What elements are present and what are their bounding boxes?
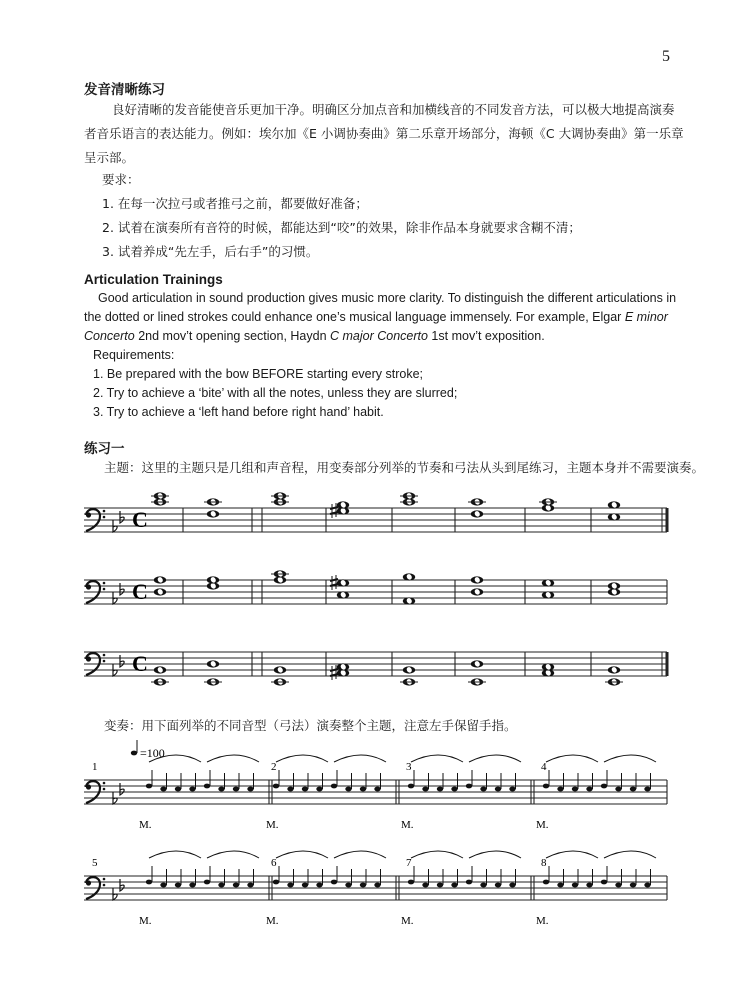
bass-clef-dot: [103, 782, 106, 785]
eighth-note-head: [175, 787, 181, 792]
whole-note: [337, 501, 349, 509]
eighth-note-head: [273, 784, 279, 789]
eighth-note-head: [644, 787, 650, 792]
zh-requirement-1: 1. 在每一次拉弓或者推弓之前，都要做好准备；: [102, 196, 368, 211]
bass-clef-dot-head: [86, 512, 91, 517]
bass-clef-dot-head: [86, 584, 91, 589]
sharp-sign: [330, 575, 338, 590]
whole-note: [471, 576, 483, 584]
eighth-note-head: [218, 883, 224, 888]
flat-sign: [120, 783, 124, 795]
eighth-note-head: [466, 784, 472, 789]
eighth-note-head: [408, 880, 414, 885]
eighth-note-head: [273, 880, 279, 885]
haydn-title: C major Concerto: [330, 329, 428, 343]
slur: [604, 851, 656, 858]
variation-staves: [84, 755, 667, 927]
eighth-note-head: [345, 883, 351, 888]
eighth-note-head: [316, 787, 322, 792]
eighth-note-head: [160, 787, 166, 792]
sharp-sign: [330, 665, 338, 680]
slur: [469, 755, 521, 762]
eighth-note-head: [509, 787, 515, 792]
bass-clef-dot: [103, 884, 106, 887]
whole-note: [471, 510, 483, 518]
variation-number: 7: [406, 857, 412, 869]
whole-note: [207, 510, 219, 518]
eighth-note-head: [204, 880, 210, 885]
eighth-note-head: [287, 883, 293, 888]
time-signature: C: [132, 579, 148, 604]
articulation-mark: M.: [139, 915, 152, 927]
exercise-heading: 练习一: [84, 441, 125, 457]
bass-clef-dot: [103, 654, 106, 657]
eighth-note-head: [615, 787, 621, 792]
variation-number: 3: [406, 761, 412, 773]
eighth-note-head: [466, 880, 472, 885]
whole-note: [271, 678, 289, 686]
en-requirements-label: Requirements:: [93, 348, 175, 362]
eighth-note-head: [586, 883, 592, 888]
slur: [276, 851, 328, 858]
articulation-mark: M.: [401, 915, 414, 927]
whole-note: [207, 660, 219, 668]
eighth-note-head: [331, 784, 337, 789]
eighth-note-head: [630, 883, 636, 888]
eighth-note-head: [302, 883, 308, 888]
bass-clef-dot-head: [86, 784, 91, 789]
whole-note: [471, 588, 483, 596]
en-section-heading: Articulation Trainings: [84, 272, 223, 287]
whole-note: [400, 678, 418, 686]
bass-clef-dot-head: [86, 880, 91, 885]
variation-number: 6: [271, 857, 277, 869]
time-signature: C: [132, 507, 148, 532]
tempo-marking: =100: [140, 746, 165, 760]
eighth-note-head: [360, 787, 366, 792]
sharp-stroke: [330, 579, 338, 581]
whole-note: [207, 576, 219, 584]
eighth-note-head: [360, 883, 366, 888]
en-requirement-3: 3. Try to achieve a ‘left hand before right hand’ habit.: [93, 405, 384, 419]
flat-sign: [120, 879, 124, 891]
articulation-mark: M.: [401, 819, 414, 831]
eighth-note-head: [480, 883, 486, 888]
eighth-note-head: [543, 880, 549, 885]
bass-clef-dot: [103, 660, 106, 663]
eighth-note-head: [644, 883, 650, 888]
eighth-note-head: [437, 883, 443, 888]
tempo-quarter-note-head: [131, 751, 137, 756]
whole-note: [605, 678, 623, 686]
elgar-title: E minor Concerto: [84, 310, 668, 343]
bass-clef-dot: [103, 878, 106, 881]
whole-note: [608, 501, 620, 509]
en-requirement-2: 2. Try to achieve a ‘bite’ with all the notes, unless they are slurred;: [93, 386, 458, 400]
eighth-note-head: [175, 883, 181, 888]
eighth-note-head: [615, 883, 621, 888]
variation-number: 8: [541, 857, 547, 869]
articulation-mark: M.: [139, 819, 152, 831]
whole-note: [154, 588, 166, 596]
articulation-mark: M.: [536, 915, 549, 927]
eighth-note-head: [189, 883, 195, 888]
eighth-note-head: [422, 787, 428, 792]
slur: [334, 851, 386, 858]
eighth-note-head: [601, 784, 607, 789]
eighth-note-head: [557, 787, 563, 792]
eighth-note-head: [218, 787, 224, 792]
zh-requirement-3: 3. 试着养成“先左手，后右手”的习惯。: [102, 244, 319, 259]
eighth-note-head: [331, 880, 337, 885]
bass-clef-dot: [103, 510, 106, 513]
eighth-note-head: [451, 787, 457, 792]
whole-note: [608, 666, 620, 674]
slur: [334, 755, 386, 762]
whole-note: [608, 582, 620, 590]
slur: [149, 851, 201, 858]
whole-note: [274, 666, 286, 674]
page-number: 5: [662, 48, 670, 65]
variation-number: 2: [271, 761, 277, 773]
eighth-note-head: [374, 883, 380, 888]
eighth-note-head: [146, 784, 152, 789]
whole-note: [204, 678, 222, 686]
eighth-note-head: [480, 787, 486, 792]
whole-note: [204, 498, 222, 506]
whole-note: [154, 576, 166, 584]
eighth-note-head: [160, 883, 166, 888]
eighth-note-head: [233, 787, 239, 792]
eighth-note-head: [543, 784, 549, 789]
bass-clef-dot: [103, 582, 106, 585]
bass-clef-dot: [103, 588, 106, 591]
theme-staves: [84, 492, 667, 686]
eighth-note-head: [572, 787, 578, 792]
whole-note: [403, 666, 415, 674]
eighth-note-head: [509, 883, 515, 888]
whole-note: [539, 498, 557, 506]
zh-section-heading: 发音清晰练习: [84, 82, 165, 98]
whole-note: [154, 666, 166, 674]
slur: [546, 755, 598, 762]
slur: [411, 851, 463, 858]
zh-paragraph-line-2: 者音乐语言的表达能力。例如：埃尔加《E 小调协奏曲》第二乐章开场部分，海顿《C 大调协奏曲》第一乐章: [84, 126, 684, 141]
articulation-mark: M.: [536, 819, 549, 831]
variation-text: 变奏：用下面列举的不同音型（弓法）演奏整个主题，注意左手保留手指。: [104, 718, 517, 733]
eighth-note-head: [233, 883, 239, 888]
slur: [604, 755, 656, 762]
flat-sign: [120, 655, 124, 667]
sharp-stroke: [330, 669, 338, 671]
theme-text: 主题：这里的主题只是几组和声音程，用变奏部分列举的节奏和弓法从头到尾练习，主题本身并不需要演奏。: [104, 460, 705, 475]
eighth-note-head: [247, 787, 253, 792]
eighth-note-head: [408, 784, 414, 789]
slur: [411, 755, 463, 762]
whole-note: [403, 573, 415, 581]
slur: [276, 755, 328, 762]
slur: [469, 851, 521, 858]
eighth-note-head: [630, 787, 636, 792]
en-paragraph-text-b: 2nd mov’t opening section, Haydn: [134, 329, 330, 343]
eighth-note-head: [495, 787, 501, 792]
whole-note: [468, 498, 486, 506]
eighth-note-head: [146, 880, 152, 885]
articulation-mark: M.: [266, 819, 279, 831]
eighth-note-head: [316, 883, 322, 888]
eighth-note-head: [302, 787, 308, 792]
bass-clef-dot-head: [86, 656, 91, 661]
eighth-note-head: [451, 883, 457, 888]
eighth-note-head: [437, 787, 443, 792]
whole-note: [471, 660, 483, 668]
slur: [207, 755, 259, 762]
slur: [207, 851, 259, 858]
whole-note: [271, 570, 289, 578]
bass-clef-dot: [103, 516, 106, 519]
flat-sign: [120, 583, 124, 595]
whole-note: [468, 678, 486, 686]
whole-note: [151, 678, 169, 686]
eighth-note-head: [495, 883, 501, 888]
variation-number: 1: [92, 761, 98, 773]
articulation-mark: M.: [266, 915, 279, 927]
eighth-note-head: [586, 787, 592, 792]
en-requirement-1: 1. Be prepared with the bow BEFORE starting every stroke;: [93, 367, 424, 381]
eighth-note-head: [374, 787, 380, 792]
zh-requirement-2: 2. 试着在演奏所有音符的时候，都能达到“咬”的效果，除非作品本身就要求含糊不清；: [102, 220, 581, 235]
eighth-note-head: [247, 883, 253, 888]
slur: [546, 851, 598, 858]
eighth-note-head: [345, 787, 351, 792]
sharp-stroke: [330, 507, 338, 509]
variation-number: 4: [541, 761, 547, 773]
eighth-note-head: [422, 883, 428, 888]
eighth-note-head: [601, 880, 607, 885]
zh-paragraph-line-1: 良好清晰的发音能使音乐更加干净。明确区分加点音和加横线音的不同发音方法，可以极大地提高演奏: [112, 102, 675, 117]
time-signature: C: [132, 651, 148, 676]
en-paragraph-text-c: 1st mov’t exposition.: [427, 329, 545, 343]
zh-paragraph-line-3: 呈示部。: [84, 150, 135, 165]
eighth-note-head: [287, 787, 293, 792]
eighth-note-head: [204, 784, 210, 789]
variation-number: 5: [92, 857, 98, 869]
eighth-note-head: [557, 883, 563, 888]
en-paragraph-text-a: Good articulation in sound production gives music more clarity. To distinguish the different articulations in the dotted or lined strokes could enhance one’s musical language immensely. For example, Elgar: [84, 291, 677, 324]
eighth-note-head: [189, 787, 195, 792]
sharp-sign: [330, 503, 338, 518]
eighth-note-head: [572, 883, 578, 888]
flat-sign: [120, 511, 124, 523]
zh-requirements-label: 要求：: [102, 172, 140, 187]
bass-clef-dot: [103, 788, 106, 791]
